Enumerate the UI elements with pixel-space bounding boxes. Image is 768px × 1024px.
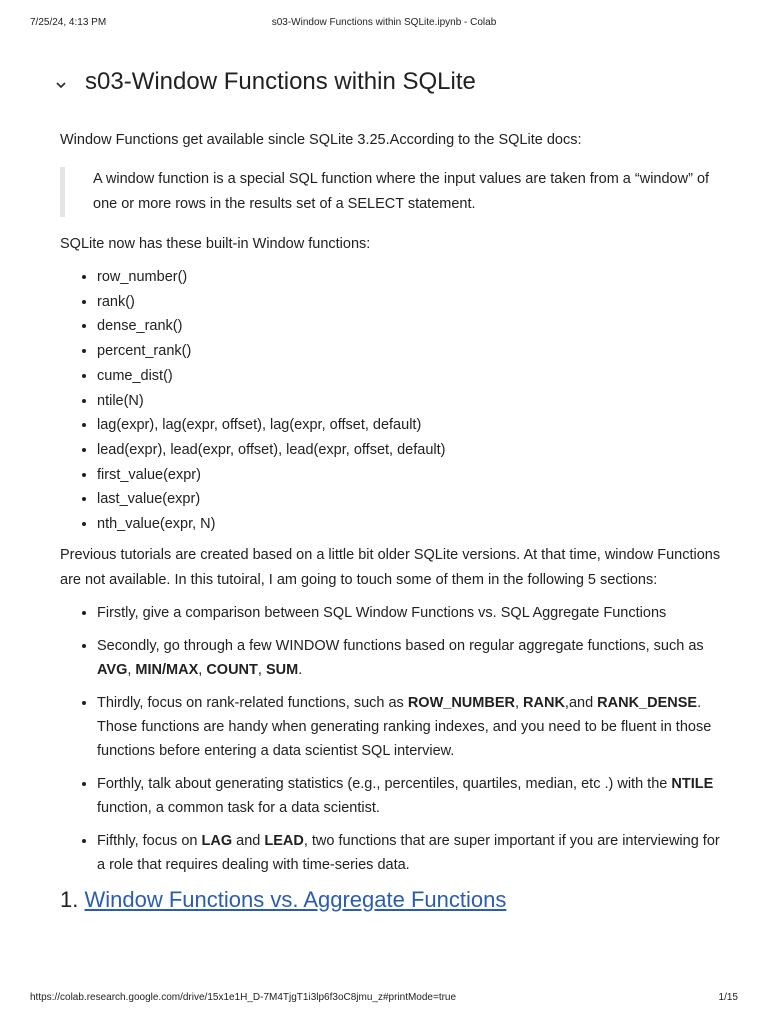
- list-item: • Firstly, give a comparison between SQL Window Functions vs. SQL Aggregate Functions: [97, 601, 730, 625]
- previous-tutorials-paragraph: Previous tutorials are created based on a little bit older SQLite versions. At that time, window Functions are not available. In this tutoiral, I am going to touch some of them in the following 5 sections:: [60, 546, 721, 588]
- list-item: • lead(expr), lead(expr, offset), lead(expr, offset, default): [97, 438, 730, 463]
- print-datetime: 7/25/24, 4:13 PM: [30, 17, 107, 28]
- tutorial-sections-list: [60, 601, 730, 877]
- builtin-functions-intro: SQLite now has these built-in Window functions:: [60, 236, 371, 252]
- list-item: • ntile(N): [97, 389, 730, 414]
- print-url: https://colab.research.google.com/drive/15x1e1H_D-7M4TjgT1i3lp6f3oC8jmu_z#printMode=true: [30, 992, 457, 1003]
- list-item: • Fifthly, focus on LAG and LEAD, two functions that are super important if you are interviewing for a role that requires dealing with time-series data.: [97, 829, 730, 877]
- list-item: • Forthly, talk about generating statistics (e.g., percentiles, quartiles, median, etc .) with the NTILE function, a common task for a data scientist.: [97, 772, 730, 820]
- list-item: • last_value(expr): [97, 487, 730, 512]
- section-header: [60, 62, 730, 108]
- list-item: • lag(expr), lag(expr, offset), lag(expr, offset, default): [97, 413, 730, 438]
- subheading-number: 1.: [60, 886, 85, 912]
- notebook-text-cell: [60, 62, 730, 914]
- subheading: [60, 886, 730, 914]
- subheading-link[interactable]: Window Functions vs. Aggregate Functions: [84, 886, 507, 912]
- chevron-down-icon[interactable]: [54, 78, 68, 92]
- intro-paragraph: Window Functions get available sincle SQLite 3.25.According to the SQLite docs:: [60, 132, 582, 148]
- list-item: • cume_dist(): [97, 364, 730, 389]
- section-title: s03-Window Functions within SQLite: [85, 68, 476, 95]
- list-item: • first_value(expr): [97, 463, 730, 488]
- list-item: • row_number(): [97, 265, 730, 290]
- list-item: • Thirdly, focus on rank-related functions, such as ROW_NUMBER, RANK,and RANK_DENSE. Those functions are handy when generating ranking indexes, and you need to be fluent in those functions before entering a data scientist SQL interview.: [97, 691, 730, 763]
- quote-text: A window function is a special SQL function where the input values are taken from a “window” of one or more rows in the results set of a SELECT statement.: [93, 171, 710, 212]
- list-item: • dense_rank(): [97, 314, 730, 339]
- print-document-title: s03-Window Functions within SQLite.ipynb - Colab: [271, 17, 497, 28]
- page-number: 1/15: [718, 992, 738, 1003]
- sqlite-docs-quote: [60, 167, 730, 217]
- list-item: • Secondly, go through a few WINDOW functions based on regular aggregate functions, such as AVG, MIN/MAX, COUNT, SUM.: [97, 634, 730, 682]
- list-item: • rank(): [97, 290, 730, 315]
- window-functions-list: [60, 265, 730, 537]
- list-item: • nth_value(expr, N): [97, 512, 730, 537]
- list-item: • percent_rank(): [97, 339, 730, 364]
